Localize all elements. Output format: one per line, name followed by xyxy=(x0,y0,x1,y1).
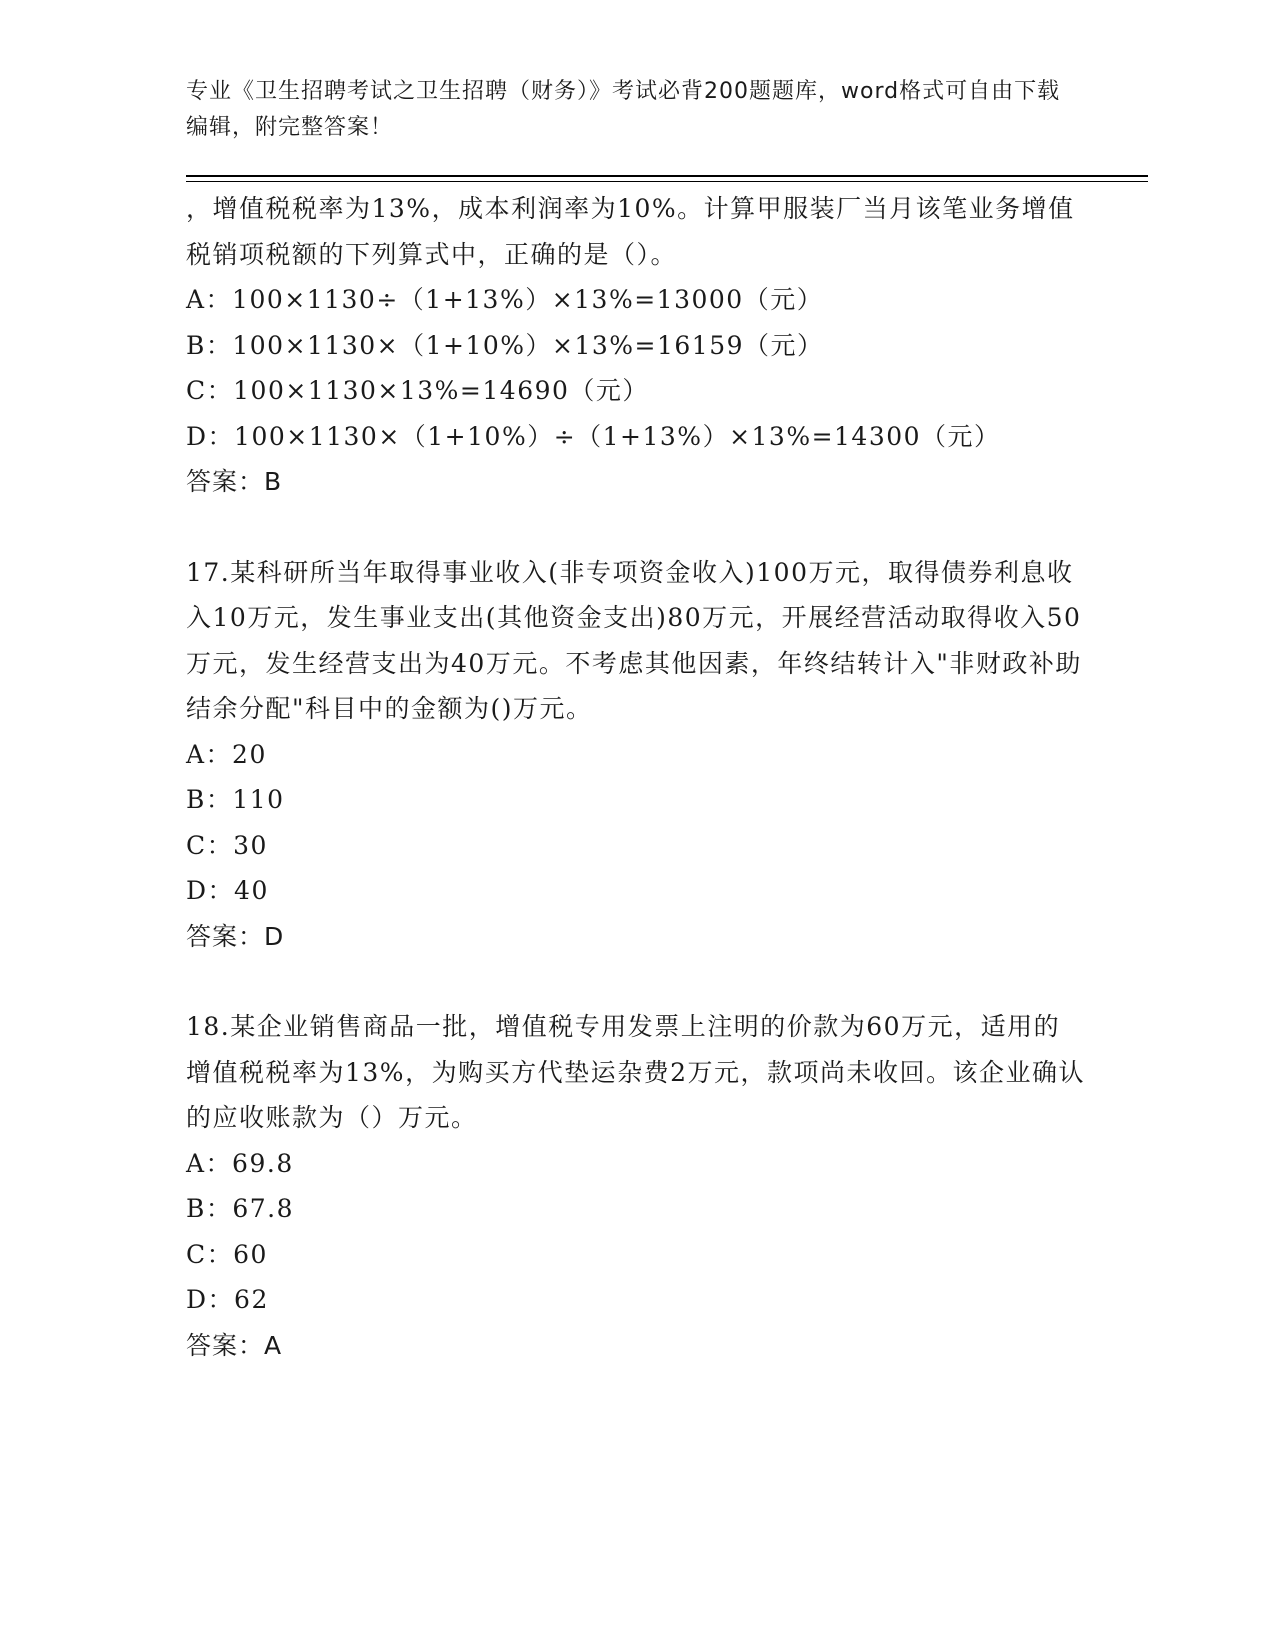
question-text: 18.某企业销售商品一批，增值税专用发票上注明的价款为60万元，适用的增值税税率为13%，为购买方代垫运杂费2万元，款项尚未收回。该企业确认的应收账款为（）万元。 xyxy=(186,1012,1085,1132)
option-a: A：69.8 xyxy=(186,1148,294,1178)
question-16 xyxy=(186,186,1086,505)
header-rule-thick xyxy=(186,175,1148,177)
question-18 xyxy=(186,1004,1086,1368)
question-text: 17.某科研所当年取得事业收入(非专项资金收入)100万元，取得债券利息收入10万元，发生事业支出(其他资金支出)80万元，开展经营活动取得收入50万元，发生经营支出为40万元。不考虑其他因素，年终结转计入"非财政补助结余分配"科目中的金额为()万元。 xyxy=(186,557,1082,723)
answer-line: 答案：A xyxy=(186,1330,283,1360)
option-a: A：20 xyxy=(186,739,267,769)
option-b: B：100×1130×（1+10%）×13%=16159（元） xyxy=(186,330,824,360)
question-gap xyxy=(186,505,1086,550)
answer-line: 答案：B xyxy=(186,467,283,496)
header-rule-thin xyxy=(186,181,1148,182)
option-c: C：60 xyxy=(186,1239,268,1269)
question-text: ，增值税税率为13%，成本利润率为10%。计算甲服装厂当月该笔业务增值税销项税额的下列算式中，正确的是（）。 xyxy=(186,194,1075,269)
option-d: D：40 xyxy=(186,876,269,905)
answer-line: 答案：D xyxy=(186,921,285,951)
question-list xyxy=(186,186,1086,1368)
option-c: C：100×1130×13%=14690（元） xyxy=(186,376,649,405)
option-c: C：30 xyxy=(186,830,268,860)
option-a: A：100×1130÷（1+13%）×13%=13000（元） xyxy=(186,285,824,314)
option-b: B：110 xyxy=(186,785,285,814)
option-d: D：62 xyxy=(186,1285,269,1314)
option-b: B：67.8 xyxy=(186,1194,295,1223)
document-header: 专业《卫生招聘考试之卫生招聘（财务）》考试必背200题题库，word格式可自由下载编辑，附完整答案！ xyxy=(186,79,1061,140)
question-17 xyxy=(186,550,1086,960)
question-gap xyxy=(186,959,1086,1004)
option-d: D：100×1130×（1+10%）÷（1+13%）×13%=14300（元） xyxy=(186,421,1001,451)
